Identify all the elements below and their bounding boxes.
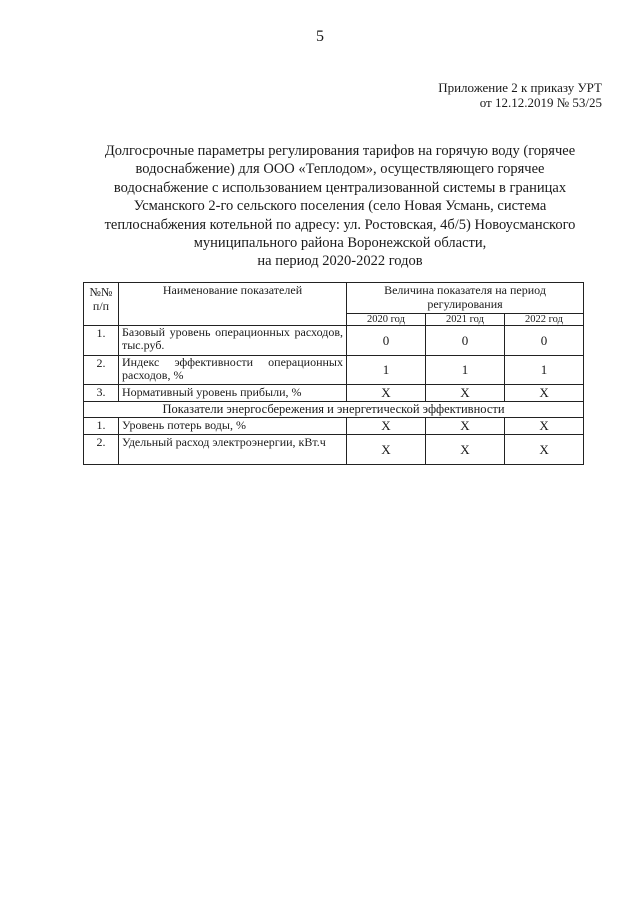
appendix-line-1: Приложение 2 к приказу УРТ <box>438 80 602 95</box>
header-num: №№ п/п <box>84 283 119 326</box>
row-value: 0 <box>347 326 426 356</box>
header-name: Наименование показателей <box>119 283 347 326</box>
appendix-line-2: от 12.12.2019 № 53/25 <box>479 95 602 110</box>
page-number: 5 <box>316 28 324 45</box>
row-num: 3. <box>84 385 119 402</box>
header-value: Величина показателя на период регулирования <box>347 283 584 314</box>
row-value: X <box>505 385 584 402</box>
title-line: Долгосрочные параметры регулирования тарифов на горячую воду (горячее <box>104 143 576 159</box>
row-value: X <box>505 435 584 465</box>
title-line: водоснабжение) для ООО «Теплодом», осуществляющего горячее <box>135 161 545 178</box>
appendix-reference <box>438 80 602 110</box>
row-value: 0 <box>426 326 505 356</box>
row-value: X <box>426 385 505 402</box>
table-row <box>84 326 584 356</box>
header-year: 2020 год <box>347 314 426 326</box>
title-line: муниципального района Воронежской области, <box>193 235 487 252</box>
row-num: 2. <box>84 356 119 385</box>
table-row <box>84 356 584 385</box>
row-name: Индекс эффективности операционных расходов, % <box>119 356 347 385</box>
table-row <box>84 435 584 465</box>
row-value: X <box>426 435 505 465</box>
parameters-table <box>83 282 584 465</box>
row-name: Уровень потерь воды, % <box>119 418 347 435</box>
section-header-row <box>84 402 584 418</box>
document-title <box>90 142 590 271</box>
row-value: 1 <box>426 356 505 385</box>
row-value: X <box>426 418 505 435</box>
row-value: 0 <box>505 326 584 356</box>
header-year: 2021 год <box>426 314 505 326</box>
row-value: X <box>347 385 426 402</box>
row-value: 1 <box>505 356 584 385</box>
row-value: X <box>347 435 426 465</box>
row-num: 1. <box>84 326 119 356</box>
title-line: водоснабжение с использованием централизованной системы в границах <box>113 179 567 196</box>
row-value: X <box>347 418 426 435</box>
row-name: Нормативный уровень прибыли, % <box>119 385 347 402</box>
row-num: 2. <box>84 435 119 465</box>
row-value: X <box>505 418 584 435</box>
title-line: Усманского 2-го сельского поселения (село Новая Усмань, система <box>133 198 547 215</box>
table-row <box>84 385 584 402</box>
header-year: 2022 год <box>505 314 584 326</box>
table-row <box>84 418 584 435</box>
row-value: 1 <box>347 356 426 385</box>
title-line: теплоснабжения котельной по адресу: ул. Ростовская, 4б/5) Новоусманского <box>104 216 576 233</box>
row-name: Базовый уровень операционных расходов, тыс.руб. <box>119 326 347 356</box>
row-num: 1. <box>84 418 119 435</box>
row-name: Удельный расход электроэнергии, кВт.ч <box>119 435 347 465</box>
section-title: Показатели энергосбережения и энергетической эффективности <box>84 402 584 418</box>
title-line: на период 2020-2022 годов <box>257 253 423 270</box>
table-header-row <box>84 283 584 314</box>
